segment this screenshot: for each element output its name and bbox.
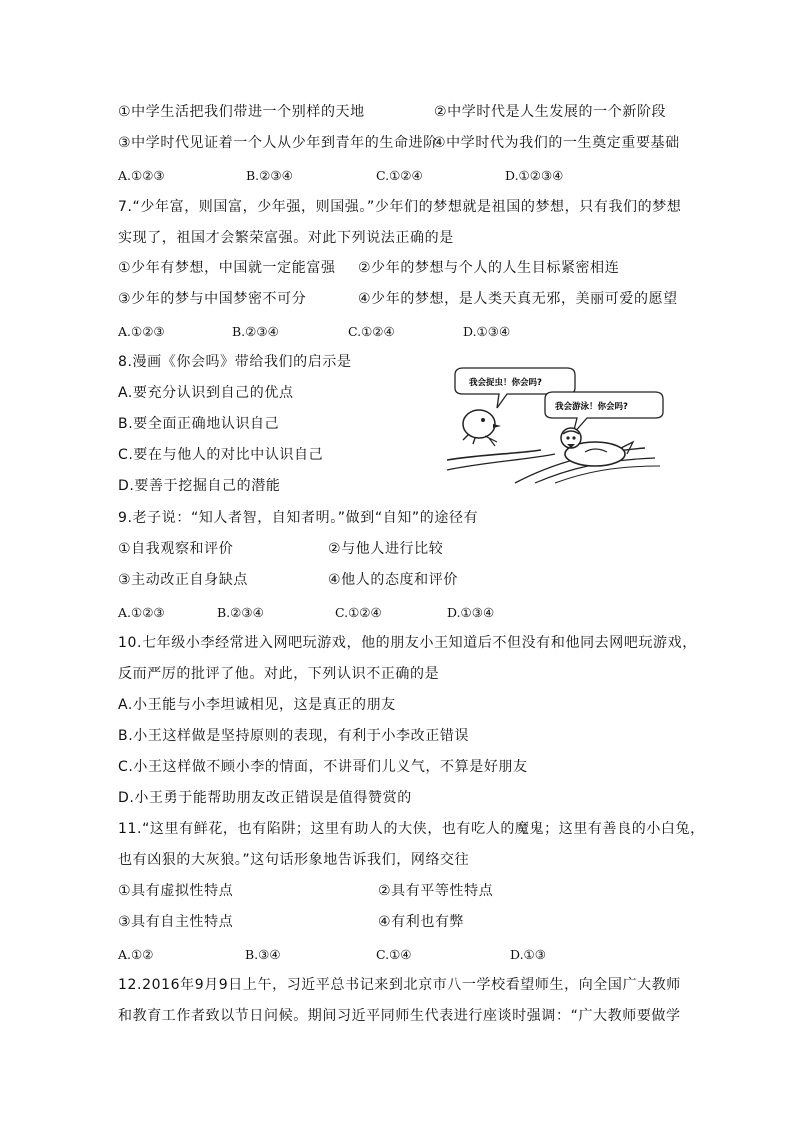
q6-choice-b: B.②③④ (246, 168, 293, 183)
q7-option-4: ④少年的梦想，是人类天真无邪，美丽可爱的愿望 (358, 291, 678, 307)
q10-stem-line-2: 反而严厉的批评了他。对此，下列认识不正确的是 (118, 666, 440, 682)
q6-option-4: ④中学时代为我们的一生奠定重要基础 (433, 135, 680, 151)
q11-option-3: ③具有自主性特点 (118, 914, 234, 930)
chick-figure (463, 410, 501, 446)
speech-bubble-duck (545, 392, 663, 434)
q9-stem: 9.老子说：“知人者智，自知者明。”做到“自知”的途径有 (118, 510, 479, 526)
cartoon-illustration (445, 362, 667, 484)
q7-choice-c: C.①②④ (348, 324, 395, 339)
cartoon-ground-line-2 (447, 454, 555, 470)
q11-stem-line-1: 11.“这里有鲜花，也有陷阱；这里有助人的大侠，也有吃人的魔鬼；这里有善良的小白兔， (118, 821, 705, 837)
q6-option-3: ③中学时代见证着一个人从少年到青年的生命进阶 (118, 135, 438, 151)
q7-option-1: ①少年有梦想，中国就一定能富强 (118, 260, 336, 276)
cartoon-water-line-3 (555, 466, 660, 483)
q11-choice-b: B.③④ (245, 947, 281, 962)
q9-option-2: ②与他人进行比较 (328, 541, 444, 557)
q7-choice-b: B.②③④ (232, 324, 279, 339)
q9-option-1: ①自我观察和评价 (118, 541, 234, 557)
q7-option-3: ③少年的梦与中国梦密不可分 (118, 291, 307, 307)
q10-stem-line-1: 10.七年级小李经常进入网吧玩游戏，他的朋友小王知道后不但没有和他同去网吧玩游戏， (118, 635, 697, 651)
q11-option-2: ②具有平等性特点 (378, 883, 494, 899)
q8-choice-c: C.要在与他人的对比中认识自己 (118, 447, 324, 463)
q7-option-2: ②少年的梦想与个人的人生目标紧密相连 (358, 260, 620, 276)
q6-choice-a: A.①②③ (118, 168, 165, 183)
speech-text-duck: 我会游泳！你会吗? (555, 402, 628, 412)
q8-choice-b: B.要全面正确地认识自己 (118, 416, 280, 432)
q9-choice-c: C.①②④ (335, 605, 382, 620)
q9-choice-a: A.①②③ (118, 605, 165, 620)
q10-choice-d: D.小王勇于能帮助朋友改正错误是值得赞赏的 (118, 790, 412, 806)
q9-choice-b: B.②③④ (217, 605, 264, 620)
q11-choice-c: C.①④ (376, 947, 412, 962)
speech-text-chick: 我会捉虫！你会吗? (469, 378, 542, 388)
q6-choice-c: C.①②④ (376, 168, 423, 183)
q7-choice-d: D.①③④ (463, 324, 511, 339)
q10-choice-a: A.小王能与小李坦诚相见，这是真正的朋友 (118, 697, 396, 713)
q10-choice-b: B.小王这样做是坚持原则的表现，有利于小李改正错误 (118, 728, 470, 744)
q11-choice-a: A.①② (118, 947, 154, 962)
q7-choice-a: A.①②③ (118, 324, 165, 339)
q6-choice-d: D.①②③④ (505, 168, 564, 183)
q6-option-1: ①中学生活把我们带进一个别样的天地 (118, 104, 365, 120)
q8-choice-d: D.要善于挖掘自己的潜能 (118, 478, 281, 494)
q8-stem: 8.漫画《你会吗》带给我们的启示是 (118, 354, 352, 370)
q9-option-4: ④他人的态度和评价 (328, 572, 458, 588)
q9-choice-d: D.①③④ (447, 605, 495, 620)
q11-option-1: ①具有虚拟性特点 (118, 883, 234, 899)
q7-stem-line-1: 7.“少年富，则国富，少年强，则国强。”少年们的梦想就是祖国的梦想，只有我们的梦想 (118, 199, 682, 215)
q8-choice-a: A.要充分认识到自己的优点 (118, 385, 294, 401)
q11-choice-d: D.①③ (510, 947, 546, 962)
q6-option-2: ②中学时代是人生发展的一个新阶段 (434, 104, 667, 120)
q11-option-4: ④有利也有弊 (378, 914, 465, 930)
q12-stem-line-1: 12.2016年9月9日上午，习近平总书记来到北京市八一学校看望师生，向全国广大教师 (118, 977, 681, 993)
q9-option-3: ③主动改正自身缺点 (118, 572, 248, 588)
q7-stem-line-2: 实现了，祖国才会繁荣富强。对此下列说法正确的是 (118, 230, 454, 246)
q12-stem-line-2: 和教育工作者致以节日问候。期间习近平同师生代表进行座谈时强调：“广大教师要做学 (118, 1008, 681, 1024)
q11-stem-line-2: 也有凶狠的大灰狼。”这句话形象地告诉我们，网络交往 (118, 852, 470, 868)
q10-choice-c: C.小王这样做不顾小李的情面，不讲哥们儿义气，不算是好朋友 (118, 759, 528, 775)
